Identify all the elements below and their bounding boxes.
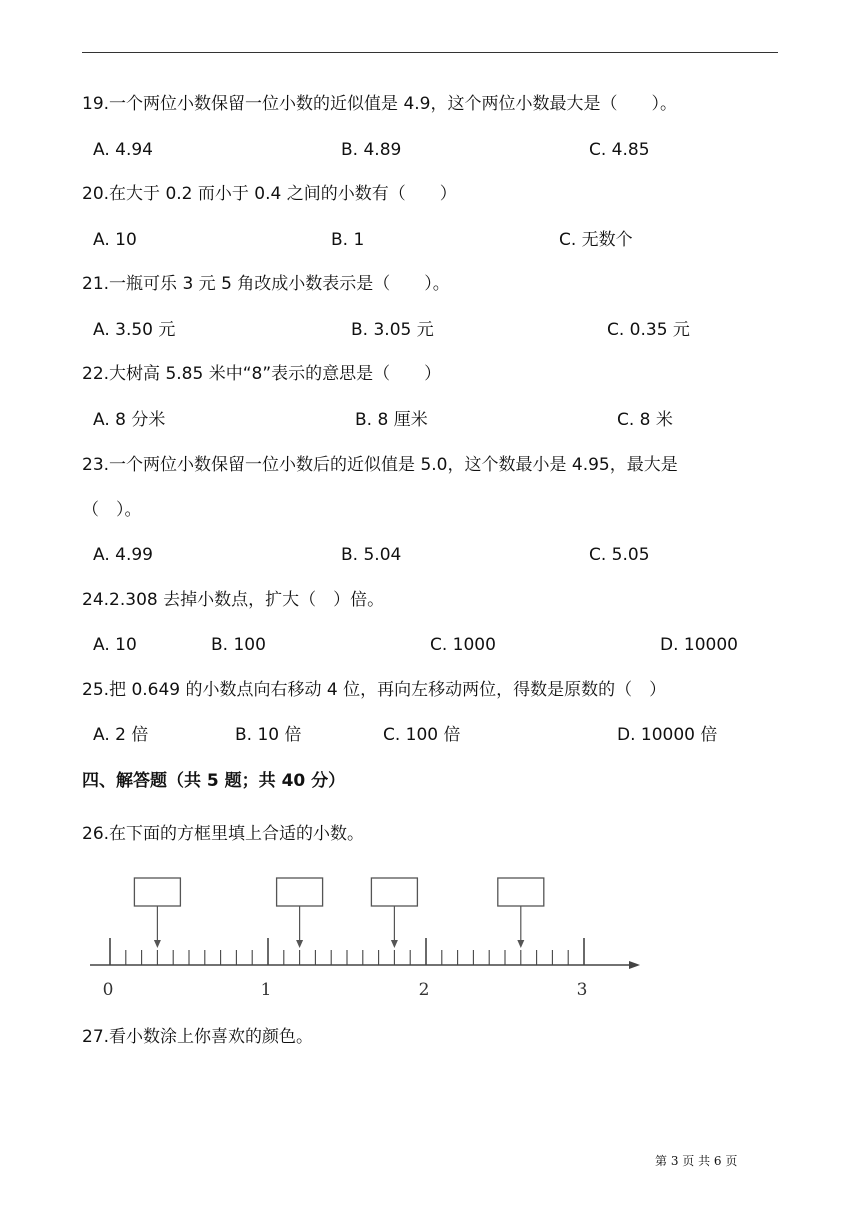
header-rule	[82, 52, 778, 53]
q22-option-c: C. 8 米	[617, 410, 673, 430]
axis-arrowhead-icon	[629, 961, 640, 969]
number-line	[0, 860, 860, 1000]
arrow-down-icon	[391, 940, 398, 948]
axis-label: 3	[576, 980, 588, 1000]
question-23: 23.一个两位小数保留一位小数后的近似值是 5.0，这个数最小是 4.95，最大是	[82, 455, 678, 475]
question-21: 21.一瓶可乐 3 元 5 角改成小数表示是（ ）。	[82, 274, 450, 294]
question-23-cont: （ ）。	[82, 500, 142, 520]
arrow-down-icon	[296, 940, 303, 948]
question-26: 26.在下面的方框里填上合适的小数。	[82, 824, 365, 844]
question-22: 22.大树高 5.85 米中“8”表示的意思是（ ）	[82, 364, 442, 384]
question-20: 20.在大于 0.2 而小于 0.4 之间的小数有（ ）	[82, 184, 457, 204]
answer-box[interactable]	[134, 878, 180, 906]
q19-option-b: B. 4.89	[341, 140, 402, 160]
question-27: 27.看小数涂上你喜欢的颜色。	[82, 1027, 314, 1047]
arrow-down-icon	[154, 940, 161, 948]
question-19: 19.一个两位小数保留一位小数的近似值是 4.9，这个两位小数最大是（ ）。	[82, 94, 677, 114]
q20-option-b: B. 1	[331, 230, 365, 250]
axis-label: 0	[102, 980, 114, 1000]
page-footer: 第 3 页 共 6 页	[655, 1154, 738, 1168]
answer-box[interactable]	[498, 878, 544, 906]
question-24: 24.2.308 去掉小数点，扩大（ ）倍。	[82, 590, 385, 610]
q25-option-c: C. 100 倍	[383, 725, 461, 745]
q21-option-c: C. 0.35 元	[607, 320, 690, 340]
q22-option-a: A. 8 分米	[93, 410, 166, 430]
q24-option-a: A. 10	[93, 635, 137, 655]
q23-option-b: B. 5.04	[341, 545, 402, 565]
q24-option-c: C. 1000	[430, 635, 496, 655]
q21-option-a: A. 3.50 元	[93, 320, 176, 340]
q19-option-c: C. 4.85	[589, 140, 650, 160]
q24-option-d: D. 10000	[660, 635, 738, 655]
section-4-title: 四、解答题（共 5 题；共 40 分）	[82, 771, 346, 791]
q22-option-b: B. 8 厘米	[355, 410, 428, 430]
answer-box[interactable]	[371, 878, 417, 906]
axis-label: 1	[260, 980, 272, 1000]
arrow-down-icon	[517, 940, 524, 948]
q25-option-a: A. 2 倍	[93, 725, 149, 745]
q19-option-a: A. 4.94	[93, 140, 153, 160]
q25-option-d: D. 10000 倍	[617, 725, 718, 745]
q25-option-b: B. 10 倍	[235, 725, 302, 745]
q20-option-c: C. 无数个	[559, 230, 633, 250]
axis-label: 2	[418, 980, 430, 1000]
q23-option-a: A. 4.99	[93, 545, 153, 565]
q24-option-b: B. 100	[211, 635, 266, 655]
q23-option-c: C. 5.05	[589, 545, 650, 565]
q20-option-a: A. 10	[93, 230, 137, 250]
question-25: 25.把 0.649 的小数点向右移动 4 位，再向左移动两位，得数是原数的（ ）	[82, 680, 667, 700]
answer-box[interactable]	[277, 878, 323, 906]
q21-option-b: B. 3.05 元	[351, 320, 434, 340]
